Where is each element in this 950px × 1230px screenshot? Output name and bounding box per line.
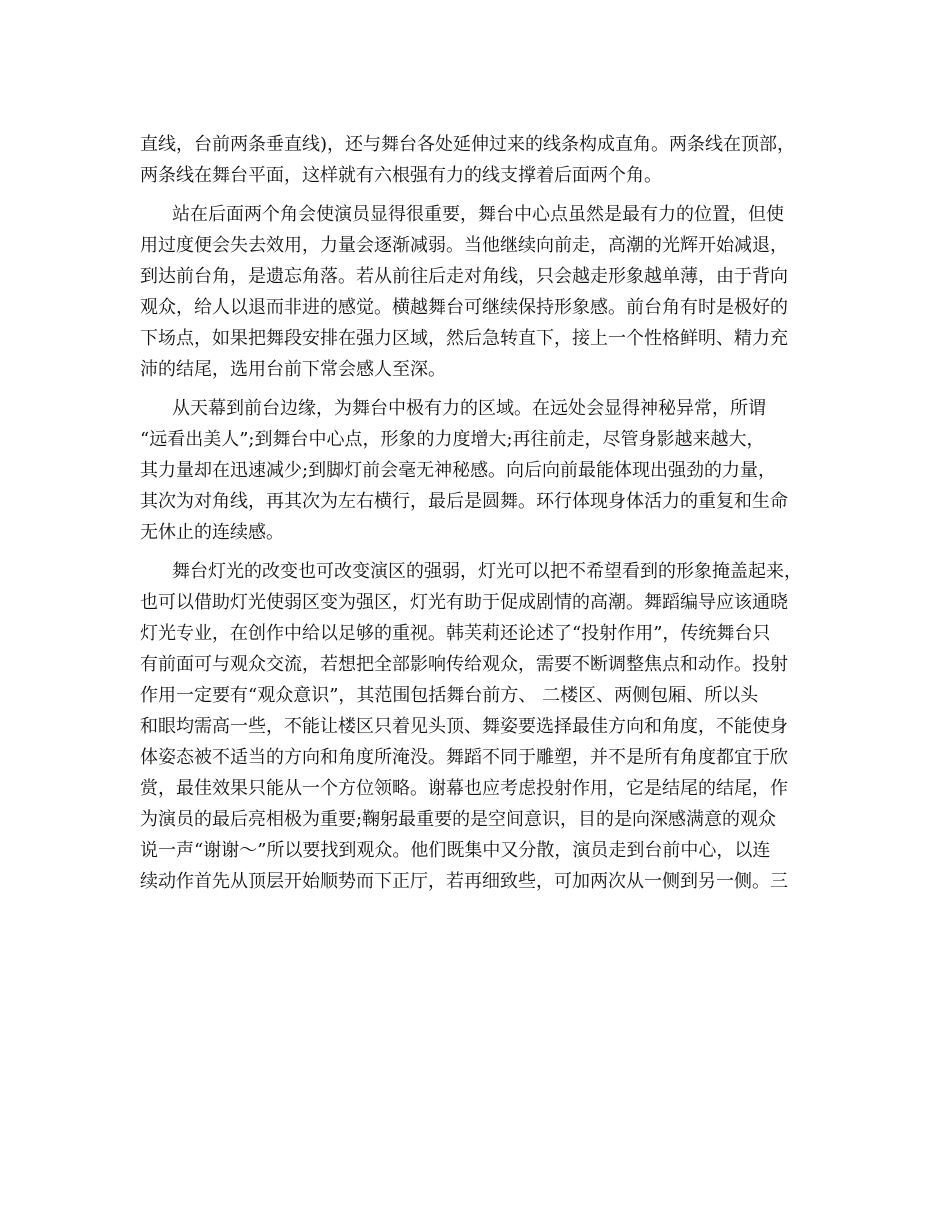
text-line: 作用一定要有“观众意识”，其范围包括舞台前方、 二楼区、两侧包厢、所以头	[140, 685, 759, 706]
body-text	[140, 129, 820, 905]
text-line: 为演员的最后亮相极为重要;鞠躬最重要的是空间意识，目的是向深感满意的观众	[140, 809, 777, 830]
text-line: 说一声“谢谢～”所以要找到观众。他们既集中又分散，演员走到台前中心，以连	[140, 840, 771, 861]
text-line: 舞台灯光的改变也可改变演区的强弱，灯光可以把不希望看到的形象掩盖起来，	[172, 561, 802, 582]
text-line: 沛的结尾，选用台前下常会感人至深。	[140, 359, 446, 380]
text-line: 两条线在舞台平面，这样就有六根强有力的线支撑着后面两个角。	[140, 165, 662, 186]
text-line: 灯光专业，在创作中给以足够的重视。韩芙莉还论述了“投射作用”，传统舞台只	[140, 623, 771, 644]
text-line: 无休止的连续感。	[140, 522, 284, 543]
paragraph	[140, 556, 820, 897]
text-line: 站在后面两个角会使演员显得很重要，舞台中心点虽然是最有力的位置，但使	[172, 204, 784, 225]
paragraph	[140, 199, 820, 385]
paragraph	[140, 129, 820, 191]
text-line: 从天幕到前台边缘，为舞台中极有力的区域。在远处会显得神秘异常，所谓	[172, 398, 766, 419]
text-line: 到达前台角，是遗忘角落。若从前往后走对角线，只会越走形象越单薄，由于背向	[140, 266, 788, 287]
text-line: “远看出美人”;到舞台中心点，形象的力度增大;再往前走，尽管身影越来越大，	[140, 429, 765, 450]
text-line: 其次为对角线，再其次为左右横行，最后是圆舞。环行体现身体活力的重复和生命	[140, 491, 788, 512]
text-line: 续动作首先从顶层开始顺势而下正厅，若再细致些，可加两次从一侧到另一侧。三	[140, 871, 788, 892]
text-line: 和眼均需高一些，不能让楼区只着见头顶、舞姿要选择最佳方向和角度，不能使身	[140, 716, 788, 737]
text-line: 有前面可与观众交流，若想把全部影响传给观众，需要不断调整焦点和动作。投射	[140, 654, 788, 675]
text-line: 观众，给人以退而非进的感觉。横越舞台可继续保持形象感。前台角有时是极好的	[140, 297, 788, 318]
text-line: 用过度便会失去效用，力量会逐渐减弱。当他继续向前走，高潮的光辉开始减退，	[140, 235, 788, 256]
text-line: 下场点，如果把舞段安排在强力区域，然后急转直下，接上一个性格鲜明、精力充	[140, 328, 788, 349]
text-line: 直线，台前两条垂直线)，还与舞台各处延伸过来的线条构成直角。两条线在顶部，	[140, 134, 796, 155]
text-line: 其力量却在迅速减少;到脚灯前会毫无神秘感。向后向前最能体现出强劲的力量，	[140, 460, 777, 481]
text-line: 赏，最佳效果只能从一个方位领略。谢幕也应考虑投射作用，它是结尾的结尾，作	[140, 778, 788, 799]
paragraph	[140, 393, 820, 548]
text-line: 体姿态被不适当的方向和角度所淹没。舞蹈不同于雕塑，并不是所有角度都宜于欣	[140, 747, 788, 768]
text-line: 也可以借助灯光使弱区变为强区，灯光有助于促成剧情的高潮。舞蹈编导应该通晓	[140, 592, 788, 613]
